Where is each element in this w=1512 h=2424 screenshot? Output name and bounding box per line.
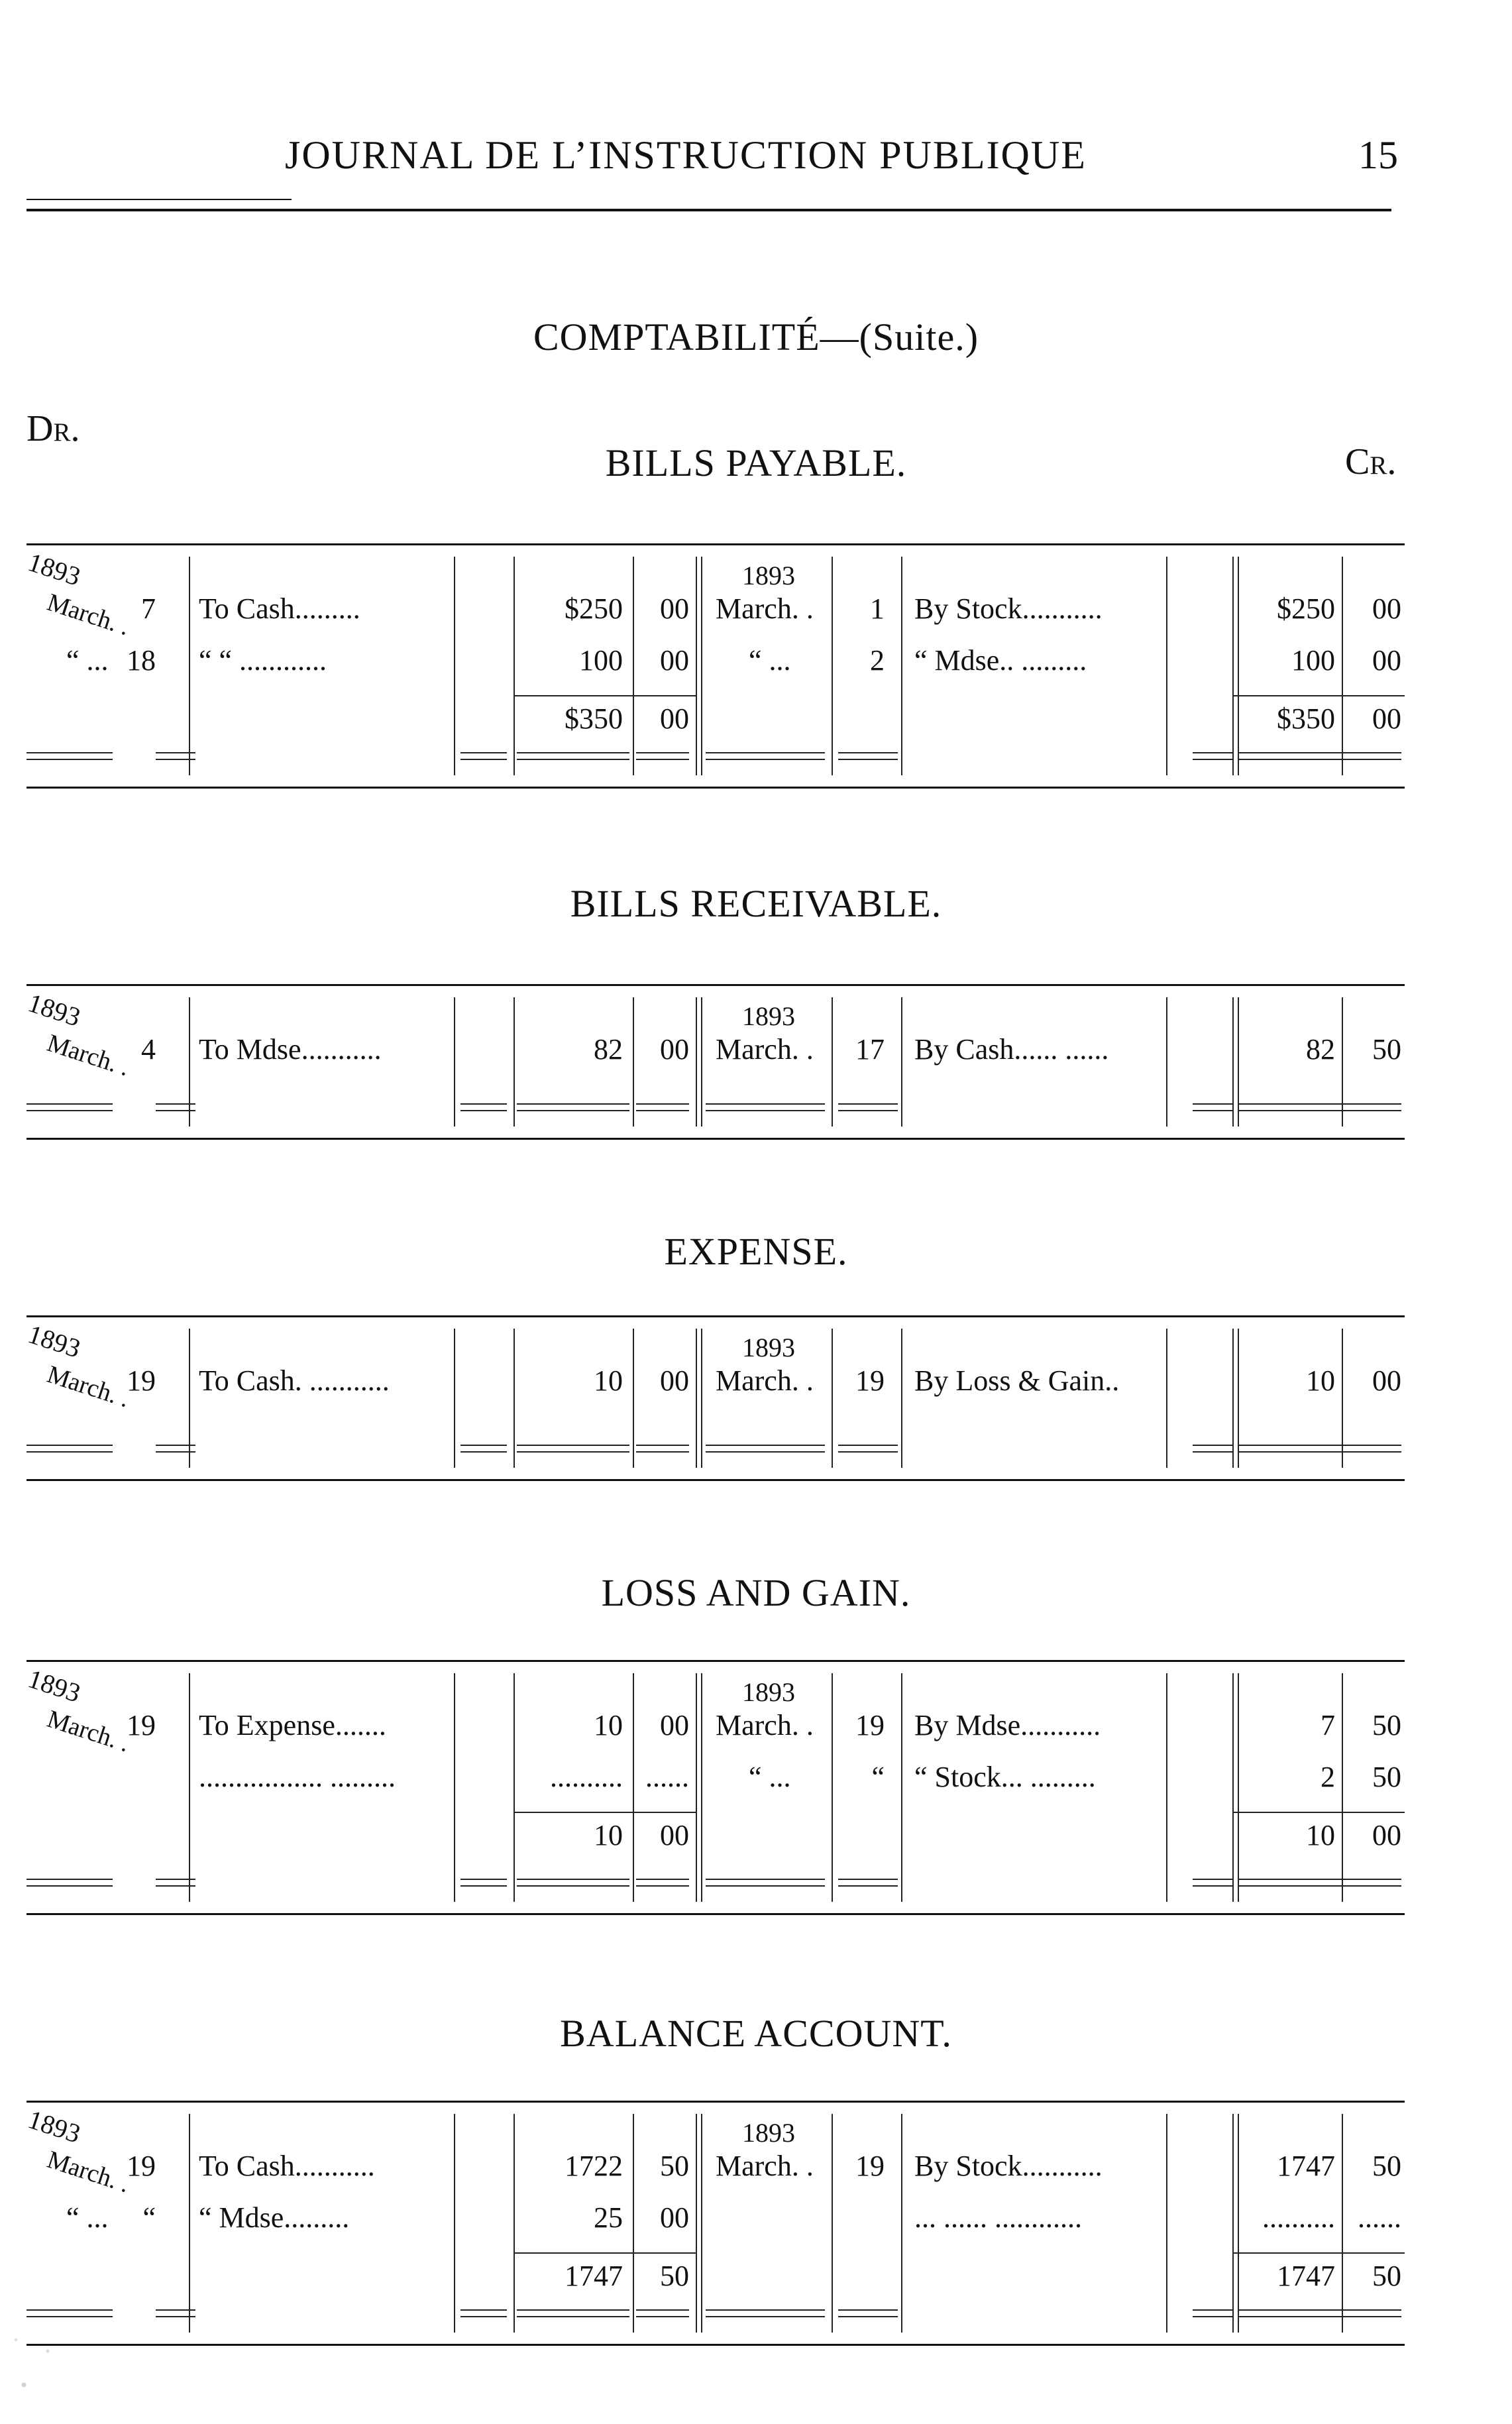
debit-description: To Cash......... xyxy=(199,592,360,625)
credit-description: “ Stock... ......... xyxy=(914,1761,1096,1793)
credit-dollars: 100 xyxy=(1291,644,1335,677)
closing-double-rule xyxy=(838,752,898,760)
debit-total-dollars: $350 xyxy=(565,702,623,735)
credit-year: 1893 xyxy=(742,2118,795,2148)
debit-dollars: $250 xyxy=(565,592,623,625)
ledger-table xyxy=(27,1660,1405,1915)
column-rule xyxy=(633,997,634,1127)
credit-year: 1893 xyxy=(742,1333,795,1362)
debit-cents: 00 xyxy=(660,1033,689,1066)
debit-description: ................. ......... xyxy=(199,1761,396,1793)
column-rule xyxy=(901,2114,902,2333)
account-heading: LOSS AND GAIN. xyxy=(601,1571,911,1614)
credit-day: “ xyxy=(871,1761,885,1793)
credit-total-dollars: $350 xyxy=(1277,702,1335,735)
credit-total-cents: 50 xyxy=(1372,2260,1401,2292)
debit-sum-rule xyxy=(513,2252,696,2254)
credit-total-cents: 00 xyxy=(1372,702,1401,735)
header-rule xyxy=(27,209,1391,211)
closing-double-rule xyxy=(27,1879,113,1887)
column-rule xyxy=(1342,1673,1343,1902)
debit-month: March. . xyxy=(44,1704,133,1758)
credit-cents: ...... xyxy=(1358,2201,1401,2234)
credit-day: 17 xyxy=(855,1033,885,1066)
account-heading: BALANCE ACCOUNT. xyxy=(560,2012,952,2055)
credit-year: 1893 xyxy=(742,1677,795,1707)
debit-day: 19 xyxy=(127,2150,156,2182)
closing-double-rule xyxy=(1239,1879,1345,1887)
closing-double-rule xyxy=(1239,1103,1345,1111)
debit-total-cents: 00 xyxy=(660,1819,689,1851)
credit-total-dollars: 10 xyxy=(1306,1819,1335,1851)
closing-double-rule xyxy=(517,1445,629,1453)
credit-dollars: 2 xyxy=(1321,1761,1335,1793)
column-rule xyxy=(189,557,190,775)
credit-month: “ ... xyxy=(749,1761,791,1793)
credit-month: March. . xyxy=(716,592,814,625)
running-header: JOURNAL DE L’INSTRUCTION PUBLIQUE xyxy=(285,133,1087,177)
closing-double-rule xyxy=(27,1103,113,1111)
column-rule xyxy=(513,557,515,775)
debit-month: “ ... xyxy=(66,2201,109,2234)
debit-dollars: 10 xyxy=(594,1709,623,1741)
debit-day: 18 xyxy=(127,644,156,677)
closing-double-rule xyxy=(1239,1445,1345,1453)
closing-double-rule xyxy=(706,1879,825,1887)
column-rule xyxy=(832,557,833,775)
column-rule xyxy=(454,1673,455,1902)
column-rule xyxy=(832,997,833,1127)
closing-double-rule xyxy=(1239,752,1345,760)
debit-total-cents: 00 xyxy=(660,702,689,735)
credit-dollars: $250 xyxy=(1277,592,1335,625)
closing-double-rule xyxy=(1193,1103,1232,1111)
debit-year: 1893 xyxy=(25,1319,85,1364)
column-rule xyxy=(1166,1329,1167,1468)
closing-double-rule xyxy=(460,1445,507,1453)
debit-sum-rule xyxy=(513,695,696,696)
debit-cents: 00 xyxy=(660,592,689,625)
credit-cents: 50 xyxy=(1372,1761,1401,1793)
credit-cents: 00 xyxy=(1372,644,1401,677)
credit-day: 19 xyxy=(855,2150,885,2182)
column-rule xyxy=(1232,2114,1239,2333)
credit-description: By Loss & Gain.. xyxy=(914,1364,1120,1397)
credit-year: 1893 xyxy=(742,1001,795,1031)
ledger-bottom-rule xyxy=(27,787,1405,789)
credit-day: 1 xyxy=(870,592,885,625)
column-rule xyxy=(1232,997,1239,1127)
closing-double-rule xyxy=(1193,1879,1232,1887)
closing-double-rule xyxy=(838,1879,898,1887)
closing-double-rule xyxy=(460,1103,507,1111)
print-speckle xyxy=(0,2306,80,2419)
ledger-top-rule xyxy=(27,984,1405,986)
closing-double-rule xyxy=(636,1445,689,1453)
debit-month: March. . xyxy=(44,588,133,641)
closing-double-rule xyxy=(517,1103,629,1111)
debit-description: To Expense....... xyxy=(199,1709,386,1741)
debit-day: 4 xyxy=(141,1033,156,1066)
column-rule xyxy=(1342,2114,1343,2333)
column-rule xyxy=(696,1673,702,1902)
column-rule xyxy=(513,1329,515,1468)
closing-double-rule xyxy=(1345,1445,1401,1453)
debit-day: 19 xyxy=(127,1709,156,1741)
section-subtitle: COMPTABILITÉ—(Suite.) xyxy=(533,315,979,358)
closing-double-rule xyxy=(636,752,689,760)
debit-cents: ...... xyxy=(645,1761,689,1793)
credit-description: “ Mdse.. ......... xyxy=(914,644,1087,677)
column-rule xyxy=(696,997,702,1127)
column-rule xyxy=(901,1673,902,1902)
closing-double-rule xyxy=(27,1445,113,1453)
account-heading: BILLS PAYABLE. xyxy=(605,441,907,484)
debit-month: “ ... xyxy=(66,644,109,677)
column-rule xyxy=(1232,557,1239,775)
column-rule xyxy=(189,2114,190,2333)
credit-sum-rule xyxy=(1232,2252,1405,2254)
credit-sum-rule xyxy=(1232,695,1405,696)
credit-cents: 00 xyxy=(1372,1364,1401,1397)
closing-double-rule xyxy=(706,752,825,760)
credit-description: By Stock........... xyxy=(914,592,1103,625)
debit-year: 1893 xyxy=(25,987,85,1032)
ledger-top-rule xyxy=(27,543,1405,545)
closing-double-rule xyxy=(27,752,113,760)
ledger-bottom-rule xyxy=(27,2344,1405,2346)
page-number: 15 xyxy=(1358,133,1398,177)
closing-double-rule xyxy=(636,1103,689,1111)
column-rule xyxy=(901,1329,902,1468)
debit-dollars: 10 xyxy=(594,1364,623,1397)
debit-month: March. . xyxy=(44,1360,133,1413)
closing-double-rule xyxy=(838,1445,898,1453)
debit-dollars: .......... xyxy=(550,1761,623,1793)
column-rule xyxy=(1166,1673,1167,1902)
credit-sum-rule xyxy=(1232,1812,1405,1813)
debit-year: 1893 xyxy=(25,1663,85,1708)
column-rule xyxy=(189,1673,190,1902)
credit-month: “ ... xyxy=(749,644,791,677)
debit-year: 1893 xyxy=(25,2104,85,2149)
header-rule-flourish xyxy=(27,199,292,200)
credit-month: March. . xyxy=(716,1364,814,1397)
debit-day: “ xyxy=(142,2201,156,2234)
column-rule xyxy=(1166,557,1167,775)
credit-description: By Mdse........... xyxy=(914,1709,1101,1741)
account-heading: EXPENSE. xyxy=(664,1230,848,1273)
ledger-table xyxy=(27,984,1405,1140)
column-rule xyxy=(832,1673,833,1902)
ledger-bottom-rule xyxy=(27,1913,1405,1915)
credit-month: March. . xyxy=(716,1709,814,1741)
column-rule xyxy=(1342,557,1343,775)
closing-double-rule xyxy=(1345,2309,1401,2317)
closing-double-rule xyxy=(1193,1445,1232,1453)
debit-cents: 00 xyxy=(660,1709,689,1741)
credit-description: By Stock........... xyxy=(914,2150,1103,2182)
credit-total-cents: 00 xyxy=(1372,1819,1401,1851)
closing-double-rule xyxy=(517,1879,629,1887)
debit-sum-rule xyxy=(513,1812,696,1813)
closing-double-rule xyxy=(636,2309,689,2317)
debit-month: March. . xyxy=(44,2145,133,2199)
debit-month: March. . xyxy=(44,1028,133,1082)
closing-double-rule xyxy=(1193,752,1232,760)
column-rule xyxy=(513,2114,515,2333)
closing-double-rule xyxy=(636,1879,689,1887)
debit-year: 1893 xyxy=(25,547,85,592)
debit-dollars: 100 xyxy=(579,644,623,677)
column-rule xyxy=(513,1673,515,1902)
credit-cents: 00 xyxy=(1372,592,1401,625)
credit-dollars: 1747 xyxy=(1277,2150,1335,2182)
debit-day: 7 xyxy=(141,592,156,625)
credit-dollars: 82 xyxy=(1306,1033,1335,1066)
closing-double-rule xyxy=(838,2309,898,2317)
credit-dollars: 10 xyxy=(1306,1364,1335,1397)
credit-label: Cr. xyxy=(1345,441,1397,482)
debit-total-dollars: 10 xyxy=(594,1819,623,1851)
column-rule xyxy=(633,2114,634,2333)
column-rule xyxy=(832,2114,833,2333)
credit-day: 2 xyxy=(870,644,885,677)
column-rule xyxy=(901,997,902,1127)
column-rule xyxy=(832,1329,833,1468)
credit-cents: 50 xyxy=(1372,2150,1401,2182)
column-rule xyxy=(633,1329,634,1468)
ledger-table xyxy=(27,2101,1405,2346)
column-rule xyxy=(1232,1329,1239,1468)
closing-double-rule xyxy=(1345,1103,1401,1111)
debit-description: “ “ ............ xyxy=(199,644,327,677)
credit-month: March. . xyxy=(716,1033,814,1066)
closing-double-rule xyxy=(706,1103,825,1111)
column-rule xyxy=(1166,997,1167,1127)
debit-cents: 50 xyxy=(660,2150,689,2182)
column-rule xyxy=(454,997,455,1127)
debit-year-stamp xyxy=(25,1321,83,1362)
column-rule xyxy=(696,557,702,775)
debit-cents: 00 xyxy=(660,1364,689,1397)
credit-description: By Cash...... ...... xyxy=(914,1033,1109,1066)
credit-total-dollars: 1747 xyxy=(1277,2260,1335,2292)
closing-double-rule xyxy=(838,1103,898,1111)
ledger-top-rule xyxy=(27,1315,1405,1317)
column-rule xyxy=(454,1329,455,1468)
debit-description: To Cash........... xyxy=(199,2150,375,2182)
credit-day: 19 xyxy=(855,1364,885,1397)
closing-double-rule xyxy=(156,752,195,760)
column-rule xyxy=(633,1673,634,1902)
credit-dollars: 7 xyxy=(1321,1709,1335,1741)
debit-total-cents: 50 xyxy=(660,2260,689,2292)
credit-dollars: .......... xyxy=(1262,2201,1335,2234)
debit-cents: 00 xyxy=(660,644,689,677)
column-rule xyxy=(901,557,902,775)
debit-description: To Cash. ........... xyxy=(199,1364,390,1397)
debit-description: “ Mdse......... xyxy=(199,2201,350,2234)
column-rule xyxy=(633,557,634,775)
column-rule xyxy=(1232,1673,1239,1902)
closing-double-rule xyxy=(460,2309,507,2317)
credit-cents: 50 xyxy=(1372,1709,1401,1741)
column-rule xyxy=(454,557,455,775)
closing-double-rule xyxy=(156,2309,195,2317)
column-rule xyxy=(1166,2114,1167,2333)
ledger-top-rule xyxy=(27,1660,1405,1662)
closing-double-rule xyxy=(706,2309,825,2317)
debit-cents: 00 xyxy=(660,2201,689,2234)
debit-dollars: 82 xyxy=(594,1033,623,1066)
closing-double-rule xyxy=(156,1879,195,1887)
debit-year-stamp xyxy=(25,549,83,590)
closing-double-rule xyxy=(517,2309,629,2317)
closing-double-rule xyxy=(156,1445,195,1453)
closing-double-rule xyxy=(1193,2309,1232,2317)
ledger-top-rule xyxy=(27,2101,1405,2103)
debit-year-stamp xyxy=(25,2106,83,2148)
credit-description: ... ...... ............ xyxy=(914,2201,1082,2234)
closing-double-rule xyxy=(706,1445,825,1453)
ledger-bottom-rule xyxy=(27,1479,1405,1481)
debit-description: To Mdse........... xyxy=(199,1033,382,1066)
ledger-table xyxy=(27,1315,1405,1481)
closing-double-rule xyxy=(460,1879,507,1887)
ledger-table xyxy=(27,543,1405,789)
closing-double-rule xyxy=(517,752,629,760)
credit-day: 19 xyxy=(855,1709,885,1741)
closing-double-rule xyxy=(460,752,507,760)
debit-dollars: 25 xyxy=(594,2201,623,2234)
credit-year: 1893 xyxy=(742,561,795,590)
debit-day: 19 xyxy=(127,1364,156,1397)
closing-double-rule xyxy=(1345,1879,1401,1887)
closing-double-rule xyxy=(1345,752,1401,760)
closing-double-rule xyxy=(156,1103,195,1111)
debit-year-stamp xyxy=(25,1665,83,1707)
column-rule xyxy=(454,2114,455,2333)
debit-dollars: 1722 xyxy=(565,2150,623,2182)
column-rule xyxy=(696,2114,702,2333)
debit-year-stamp xyxy=(25,989,83,1031)
debit-total-dollars: 1747 xyxy=(565,2260,623,2292)
credit-month: March. . xyxy=(716,2150,814,2182)
account-heading: BILLS RECEIVABLE. xyxy=(570,882,942,925)
closing-double-rule xyxy=(1239,2309,1345,2317)
column-rule xyxy=(696,1329,702,1468)
credit-cents: 50 xyxy=(1372,1033,1401,1066)
column-rule xyxy=(513,997,515,1127)
debit-label: Dr. xyxy=(27,408,80,449)
ledger-bottom-rule xyxy=(27,1138,1405,1140)
